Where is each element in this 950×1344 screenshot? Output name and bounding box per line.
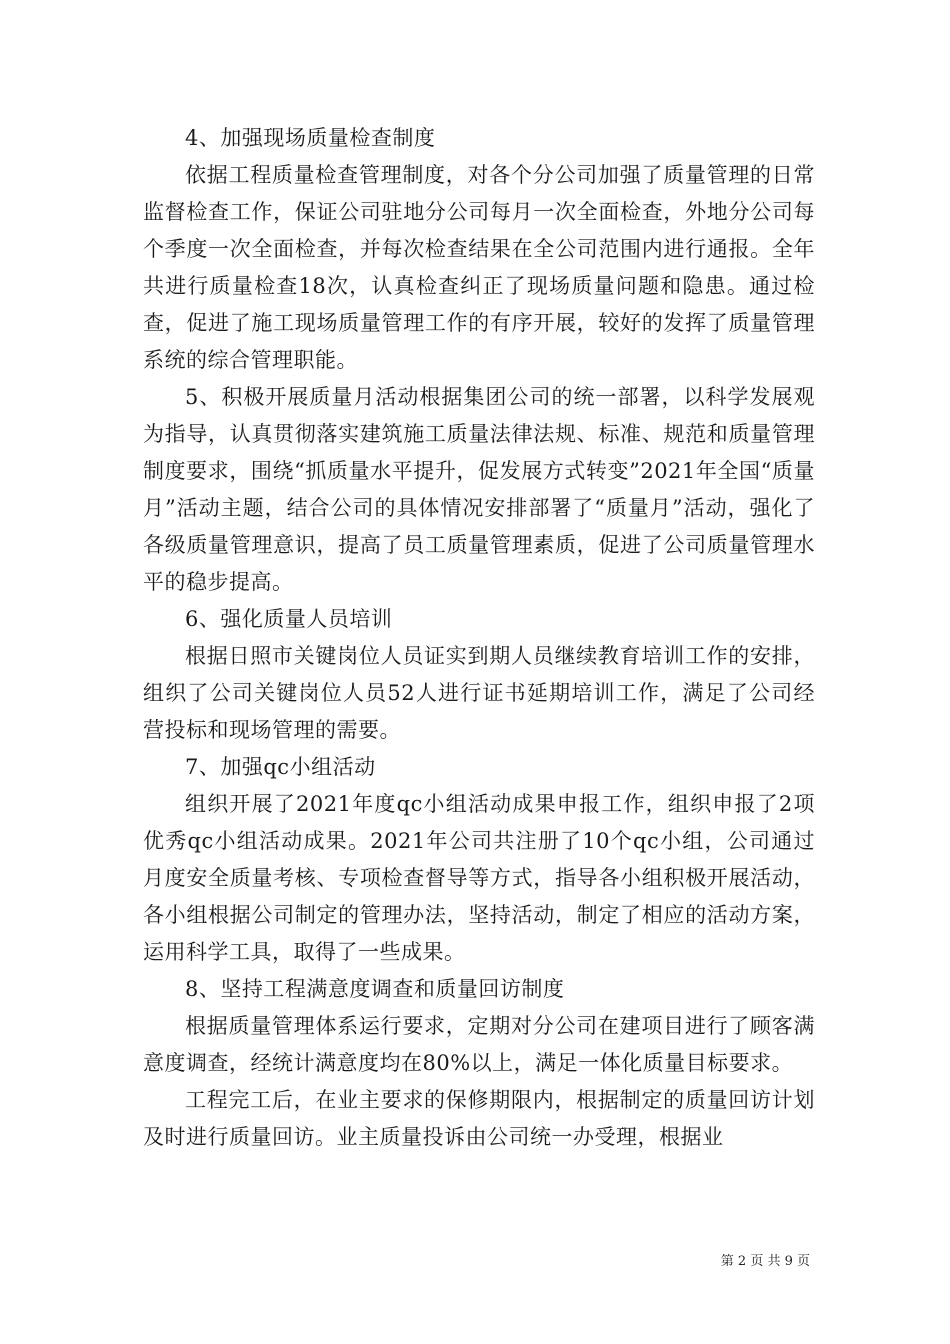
section-heading-8: 8、坚持工程满意度调查和质量回访制度 [185, 977, 565, 1001]
paragraph-training: 根据日照市关键岗位人员证实到期人员继续教育培训工作的安排，组织了公司关键岗位人员52人进行证书延期培训工作，满足了公司经营投标和现场管理的需要。 [143, 644, 815, 742]
section-heading-7: 7、加强qc小组活动 [185, 755, 376, 779]
section-heading-4: 4、加强现场质量检查制度 [185, 126, 436, 150]
paragraph-quality-month: 5、积极开展质量月活动根据集团公司的统一部署，以科学发展观为指导，认真贯彻落实建筑施工质量法律法规、标准、规范和质量管理制度要求，围绕“抓质量水平提升，促发展方式转变”2021年全国“质量月”活动主题，结合公司的具体情况安排部署了“质量月”活动，强化了各级质量管理意识，提高了员工质量管理素质，促进了公司质量管理水平的稳步提高。 [143, 385, 815, 594]
page-number: 第 2 页 共 9 页 [720, 1254, 810, 1269]
paragraph-quality-inspection: 依据工程质量检查管理制度，对各个分公司加强了质量管理的日常监督检查工作，保证公司驻地分公司每月一次全面检查，外地分公司每个季度一次全面检查，并每次检查结果在全公司范围内进行通报。全年共进行质量检查18次，认真检查纠正了现场质量问题和隐患。通过检查，促进了施工现场质量管理工作的有序开展，较好的发挥了质量管理系统的综合管理职能。 [143, 163, 815, 372]
paragraph-satisfaction-survey: 根据质量管理体系运行要求，定期对分公司在建项目进行了顾客满意度调查，经统计满意度均在80%以上，满足一体化质量目标要求。 [143, 1014, 815, 1075]
document-body [143, 120, 815, 1156]
paragraph-qc-groups: 组织开展了2021年度qc小组活动成果申报工作，组织申报了2项优秀qc小组活动成果。2021年公司共注册了10个qc小组，公司通过月度安全质量考核、专项检查督导等方式，指导各小组积极开展活动，各小组根据公司制定的管理办法，坚持活动，制定了相应的活动方案，运用科学工具，取得了一些成果。 [143, 792, 815, 964]
paragraph-follow-up-visits: 工程完工后，在业主要求的保修期限内，根据制定的质量回访计划及时进行质量回访。业主质量投诉由公司统一办受理，根据业 [143, 1088, 815, 1149]
section-heading-6: 6、强化质量人员培训 [185, 607, 393, 631]
